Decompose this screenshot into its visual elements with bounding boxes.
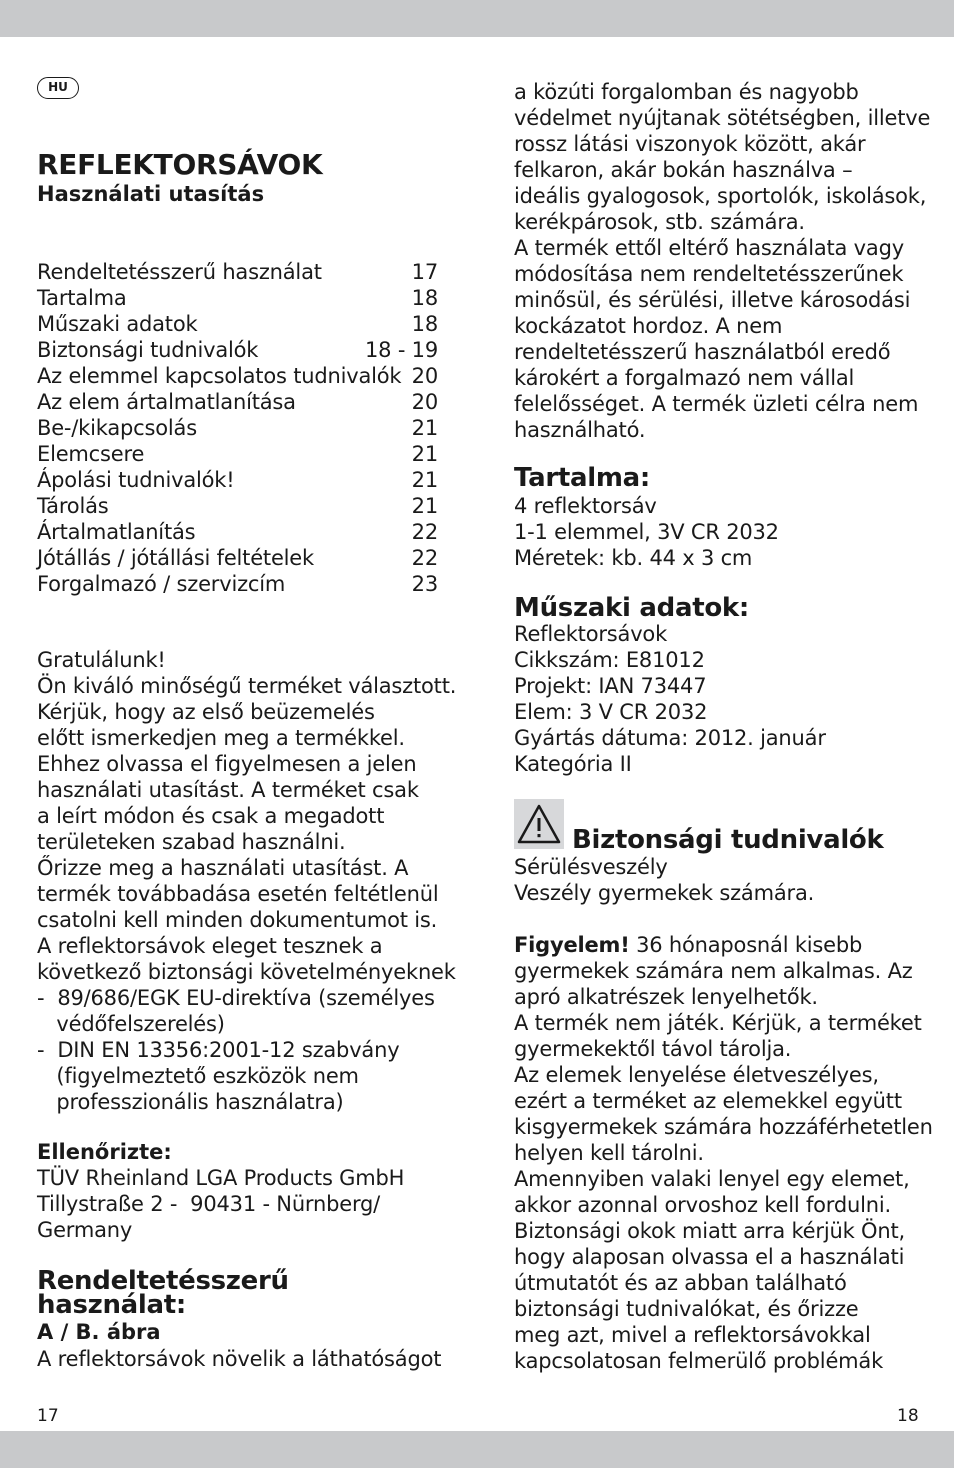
toc-label: Be-/kikapcsolás (37, 416, 197, 440)
attention-first-line: 36 hónaposnál kisebb (629, 933, 863, 957)
toc-row (37, 571, 438, 597)
standards-list: - 89/686/EGK EU-direktíva (személyes védőfelszerelés) - DIN EN 13356:2001-12 szabvány (figyelmeztető eszközök nem professzionális használatra) (37, 986, 435, 1114)
intended-use-heading: Rendeltetésszerű használat: (37, 1266, 289, 1320)
toc-label: Tárolás (37, 494, 109, 518)
toc-page: 18 (411, 286, 438, 310)
technical-data-heading: Műszaki adatok: (514, 593, 749, 623)
technical-data-text: Reflektorsávok Cikkszám: E81012 Projekt: IAN 73447 Elem: 3 V CR 2032 Gyártás dátuma: 2012. január Kategória II (514, 622, 826, 776)
safety-text: Sérülésveszély Veszély gyermekek számára. (514, 855, 815, 905)
warning-icon (514, 799, 564, 849)
checked-text: TÜV Rheinland LGA Products GmbH Tillystraße 2 - 90431 - Nürnberg/ Germany (37, 1166, 405, 1242)
toc-row (37, 493, 438, 519)
toc-label: Rendeltetésszerű használat (37, 260, 322, 284)
toc-row (37, 259, 438, 285)
page-title: REFLEKTORSÁVOK (37, 148, 323, 181)
toc-label: Ártalmatlanítás (37, 520, 196, 544)
intro-text: Gratulálunk! Ön kiváló minőségű terméket választott. Kérjük, hogy az első beüzemelés előtt ismerkedjen meg a termékkel. Ehhez olvassa el figyelmesen a jelen használati utasítást. A terméket csak a leírt módon és csak a megadott területeken szabad használni. Őrizze meg a használati utasítást. A termék továbbadása esetén feltétlenül csatolni kell minden dokumentumot is. A reflektorsávok eleget tesznek a következő biztonsági követelményeknek (37, 648, 457, 984)
toc-label: Biztonsági tudnivalók (37, 338, 259, 362)
toc-label: Ápolási tudnivalók! (37, 468, 235, 492)
toc-row (37, 363, 438, 389)
toc-page: 18 (411, 312, 438, 336)
toc-page: 18 - 19 (365, 338, 438, 362)
toc-row (37, 545, 438, 571)
toc-page: 21 (411, 494, 438, 518)
toc-row (37, 519, 438, 545)
toc-label: Jótállás / jótállási feltételek (37, 546, 314, 570)
toc-page: 21 (411, 442, 438, 466)
toc-page: 20 (411, 364, 438, 388)
intended-use-text: A reflektorsávok növelik a láthatóságot (37, 1347, 442, 1371)
attention-line (514, 932, 862, 958)
checked-label: Ellenőrizte: (37, 1140, 172, 1164)
toc-row (37, 467, 438, 493)
toc-page: 22 (411, 546, 438, 570)
toc-label: Forgalmazó / szervizcím (37, 572, 286, 596)
toc-label: Műszaki adatok (37, 312, 198, 336)
bottom-bar (0, 1431, 954, 1468)
attention-label: Figyelem! (514, 933, 630, 957)
toc-page: 20 (411, 390, 438, 414)
intended-use-continued: a közúti forgalomban és nagyobb védelmet nyújtanak sötétségben, illetve rossz látási viszonyok között, akár felkaron, akár bokán használva – ideális gyalogosok, sportolók, iskolások, kerékpárosok, stb. számára. A termék ettől eltérő használata vagy módosítása nem rendeltetésszerűnek minősül, és sérülési, illetve károsodási kockázatot hordoz. A nem rendeltetésszerű használatból eredő károkért a forgalmazó nem vállal felelősséget. A termék üzleti célra nem használható. (514, 80, 931, 442)
safety-heading: Biztonsági tudnivalók (572, 825, 884, 855)
toc-page: 22 (411, 520, 438, 544)
toc-row (37, 415, 438, 441)
toc-page: 17 (411, 260, 438, 284)
toc-label: Tartalma (37, 286, 127, 310)
language-badge: HU (37, 77, 79, 99)
toc-row (37, 441, 438, 467)
table-of-contents (37, 259, 438, 597)
page-subtitle: Használati utasítás (37, 182, 265, 206)
toc-label: Az elemmel kapcsolatos tudnivalók (37, 364, 402, 388)
toc-page: 23 (411, 572, 438, 596)
toc-row (37, 311, 438, 337)
toc-row (37, 389, 438, 415)
warning-triangle-icon (517, 803, 561, 845)
toc-label: Elemcsere (37, 442, 145, 466)
contents-text: 4 reflektorsáv 1-1 elemmel, 3V CR 2032 Méretek: kb. 44 x 3 cm (514, 494, 779, 570)
toc-page: 21 (411, 416, 438, 440)
top-bar (0, 0, 954, 37)
toc-label: Az elem ártalmatlanítása (37, 390, 296, 414)
figure-reference: A / B. ábra (37, 1320, 161, 1344)
toc-page: 21 (411, 468, 438, 492)
toc-row (37, 337, 438, 363)
toc-row (37, 285, 438, 311)
attention-text: gyermekek számára nem alkalmas. Az apró alkatrészek lenyelhetők. A termék nem játék. Kérjük, a terméket gyermekektől távol tárolja. Az elemek lenyelése életveszélyes, ezért a terméket az elemekkel együtt kisgyermekek számára hozzáférhetetlen helyen kell tárolni. Amennyiben valaki lenyel egy elemet, akkor azonnal orvoshoz kell fordulni. Biztonsági okok miatt arra kérjük Önt, hogy alaposan olvassa el a használati útmutatót és az abban található biztonsági tudnivalókat, és őrizze meg azt, mivel a reflektorsávokkal kapcsolatosan felmerülő problémák (514, 959, 933, 1373)
page-number-left: 17 (37, 1406, 59, 1426)
contents-heading: Tartalma: (514, 463, 650, 493)
page-number-right: 18 (897, 1406, 919, 1426)
